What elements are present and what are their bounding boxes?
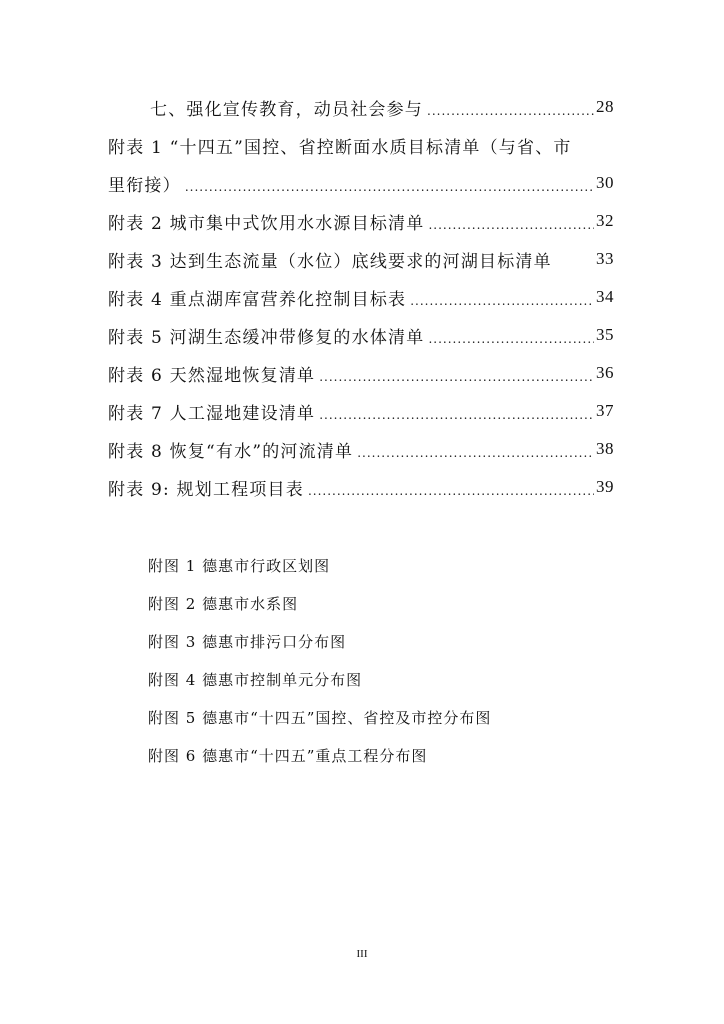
toc-entry-title: 附表 3 达到生态流量（水位）底线要求的河湖目标清单	[108, 251, 552, 272]
dot-leader	[428, 218, 594, 232]
toc-entry-page: 30	[596, 173, 614, 192]
toc-entry-page: 38	[596, 439, 614, 458]
dot-leader	[319, 408, 594, 422]
figure-item[interactable]: 附图 3 德惠市排污口分布图	[148, 632, 347, 651]
figure-item[interactable]: 附图 6 德惠市“十四五”重点工程分布图	[148, 746, 428, 765]
toc-entry[interactable]	[108, 278, 614, 316]
toc-entry-title: 附表 4 重点湖库富营养化控制目标表	[108, 289, 407, 310]
toc-entry[interactable]	[108, 164, 614, 202]
table-of-contents	[108, 88, 614, 506]
toc-entry-title: 附表 8 恢复“有水”的河流清单	[108, 441, 354, 462]
toc-entry[interactable]	[108, 392, 614, 430]
toc-entry[interactable]	[108, 202, 614, 240]
toc-entry-title: 附表 1 “十四五”国控、省控断面水质目标清单（与省、市	[108, 137, 572, 158]
dot-leader	[308, 484, 594, 498]
toc-entry-title: 附表 7 人工湿地建设清单	[108, 403, 316, 424]
toc-entry[interactable]	[108, 430, 614, 468]
toc-entry-title: 附表 6 天然湿地恢复清单	[108, 365, 316, 386]
dot-leader	[427, 104, 594, 118]
toc-entry[interactable]	[108, 240, 614, 278]
toc-entry-title: 里衔接）	[108, 175, 181, 196]
page-number: III	[356, 948, 368, 960]
dot-leader	[319, 370, 594, 384]
toc-entry-title: 七、强化宣传教育，动员社会参与	[150, 99, 423, 120]
toc-entry[interactable]	[108, 316, 614, 354]
toc-entry-page: 37	[596, 401, 614, 420]
toc-entry[interactable]	[108, 468, 614, 506]
toc-entry-page: 35	[596, 325, 614, 344]
toc-entry-page: 28	[596, 97, 614, 116]
toc-entry-page: 34	[596, 287, 614, 306]
toc-entry-title: 附表 9: 规划工程项目表	[108, 479, 304, 500]
figure-list	[148, 546, 491, 774]
toc-entry-title: 附表 2 城市集中式饮用水水源目标清单	[108, 213, 425, 234]
toc-entry-title: 附表 5 河湖生态缓冲带修复的水体清单	[108, 327, 425, 348]
toc-entry-page: 32	[596, 211, 614, 230]
toc-entry-page: 39	[596, 477, 614, 496]
figure-item[interactable]: 附图 1 德惠市行政区划图	[148, 556, 331, 575]
toc-entry-page: 36	[596, 363, 614, 382]
toc-entry[interactable]	[108, 88, 614, 126]
toc-entry[interactable]	[108, 126, 614, 164]
figure-item[interactable]: 附图 5 德惠市“十四五”国控、省控及市控分布图	[148, 708, 492, 727]
dot-leader	[410, 294, 594, 308]
toc-entry-page: 33	[596, 249, 614, 268]
toc-entry[interactable]	[108, 354, 614, 392]
dot-leader	[428, 332, 594, 346]
figure-item[interactable]: 附图 4 德惠市控制单元分布图	[148, 670, 363, 689]
figure-item[interactable]: 附图 2 德惠市水系图	[148, 594, 299, 613]
dot-leader	[357, 446, 594, 460]
dot-leader	[185, 180, 594, 194]
